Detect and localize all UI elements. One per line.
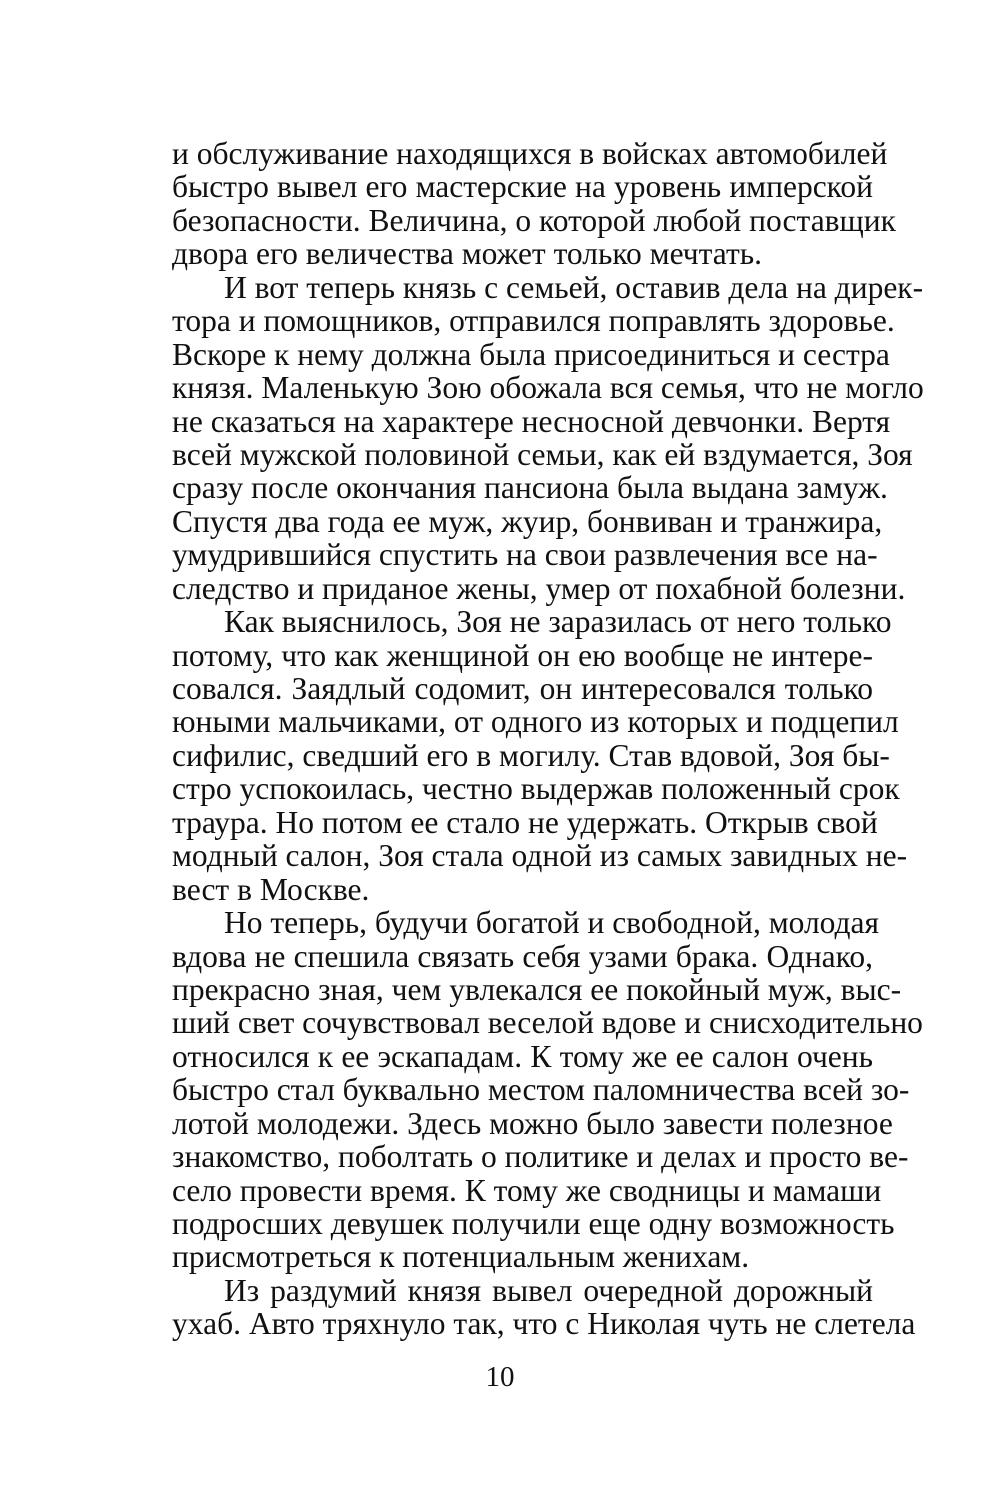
text-line: сразу после окончания пансиона была выдана замуж. [172, 470, 888, 506]
text-line: быстро стал буквально местом паломничества всей зо- [172, 1072, 910, 1108]
text-line: присмотреться к потенциальным женихам. [172, 1239, 750, 1275]
text-line: тора и помощников, отправился поправлять здоровье. [172, 303, 895, 339]
text-line: юными мальчиками, от одного из которых и подцепил [172, 704, 899, 740]
text-line: Из раздумий князя вывел очередной дорожный [224, 1272, 873, 1308]
text-line: знакомство, поболтать о политике и делах и просто ве- [172, 1139, 909, 1175]
text-line: Как выяснилось, Зоя не заразилась от него только [224, 604, 892, 640]
text-line: вест в Москве. [172, 871, 370, 907]
paragraph-2 [172, 269, 924, 606]
text-line: относился к ее эскападам. К тому же ее салон очень [172, 1038, 873, 1074]
text-line: Спустя два года ее муж, жуир, бонвиван и транжира, [172, 503, 883, 539]
paragraph-1 [172, 136, 896, 272]
text-line: стро успокоилась, честно выдержав положенный срок [172, 771, 900, 807]
paragraph-3 [172, 604, 908, 907]
text-line: безопасности. Величина, о которой любой поставщик [172, 202, 896, 238]
page-number: 10 [485, 1361, 515, 1393]
text-line: совался. Заядлый содомит, он интересовался только [172, 671, 873, 706]
text-line: двора его величества может только мечтать. [172, 236, 762, 272]
text-line: вдова не спешила связать себя узами брака. Однако, [172, 938, 873, 974]
text-line: ухаб. Авто тряхнуло так, что с Николая чуть не слетела [172, 1306, 916, 1342]
page-body-text [172, 136, 924, 1342]
text-line: лотой молодежи. Здесь можно было завести полезное [172, 1105, 893, 1141]
text-line: князя. Маленькую Зою обожала вся семья, что не могло [172, 370, 924, 406]
text-line: не сказаться на характере несносной девчонки. Вертя [172, 403, 891, 439]
text-line: следство и приданое жены, умер от похабной болезни. [172, 570, 906, 606]
text-line: модный салон, Зоя стала одной из самых завидных не- [172, 838, 908, 874]
text-line: прекрасно зная, чем увлекался ее покойный муж, выс- [172, 971, 902, 1007]
text-line: умудрившийся спустить на свои развлечения все на- [172, 537, 878, 573]
text-line: село провести время. К тому же сводницы и мамаши [172, 1172, 882, 1208]
text-line: ший свет сочувствовал веселой вдове и снисходительно [172, 1005, 923, 1041]
text-line: И вот теперь князь с семьей, оставив дела на дирек- [224, 269, 924, 305]
paragraph-5 [172, 1272, 916, 1342]
paragraph-4 [172, 905, 923, 1275]
text-line: Но теперь, будучи богатой и свободной, молодая [224, 905, 880, 941]
text-line: потому, что как женщиной он ею вообще не интере- [172, 637, 873, 673]
text-line: сифилис, сведший его в могилу. Став вдовой, Зоя бы- [172, 737, 890, 773]
text-line: быстро вывел его мастерские на уровень имперской [172, 169, 873, 205]
text-line: подросших девушек получили еще одну возможность [172, 1206, 895, 1241]
text-line: Вскоре к нему должна была присоединиться и сестра [172, 336, 890, 372]
text-line: всей мужской половиной семьи, как ей вздумается, Зоя [172, 436, 913, 472]
text-line: и обслуживание находящихся в войсках автомобилей [172, 136, 888, 171]
text-line: траура. Но потом ее стало не удержать. Открыв свой [172, 804, 878, 840]
